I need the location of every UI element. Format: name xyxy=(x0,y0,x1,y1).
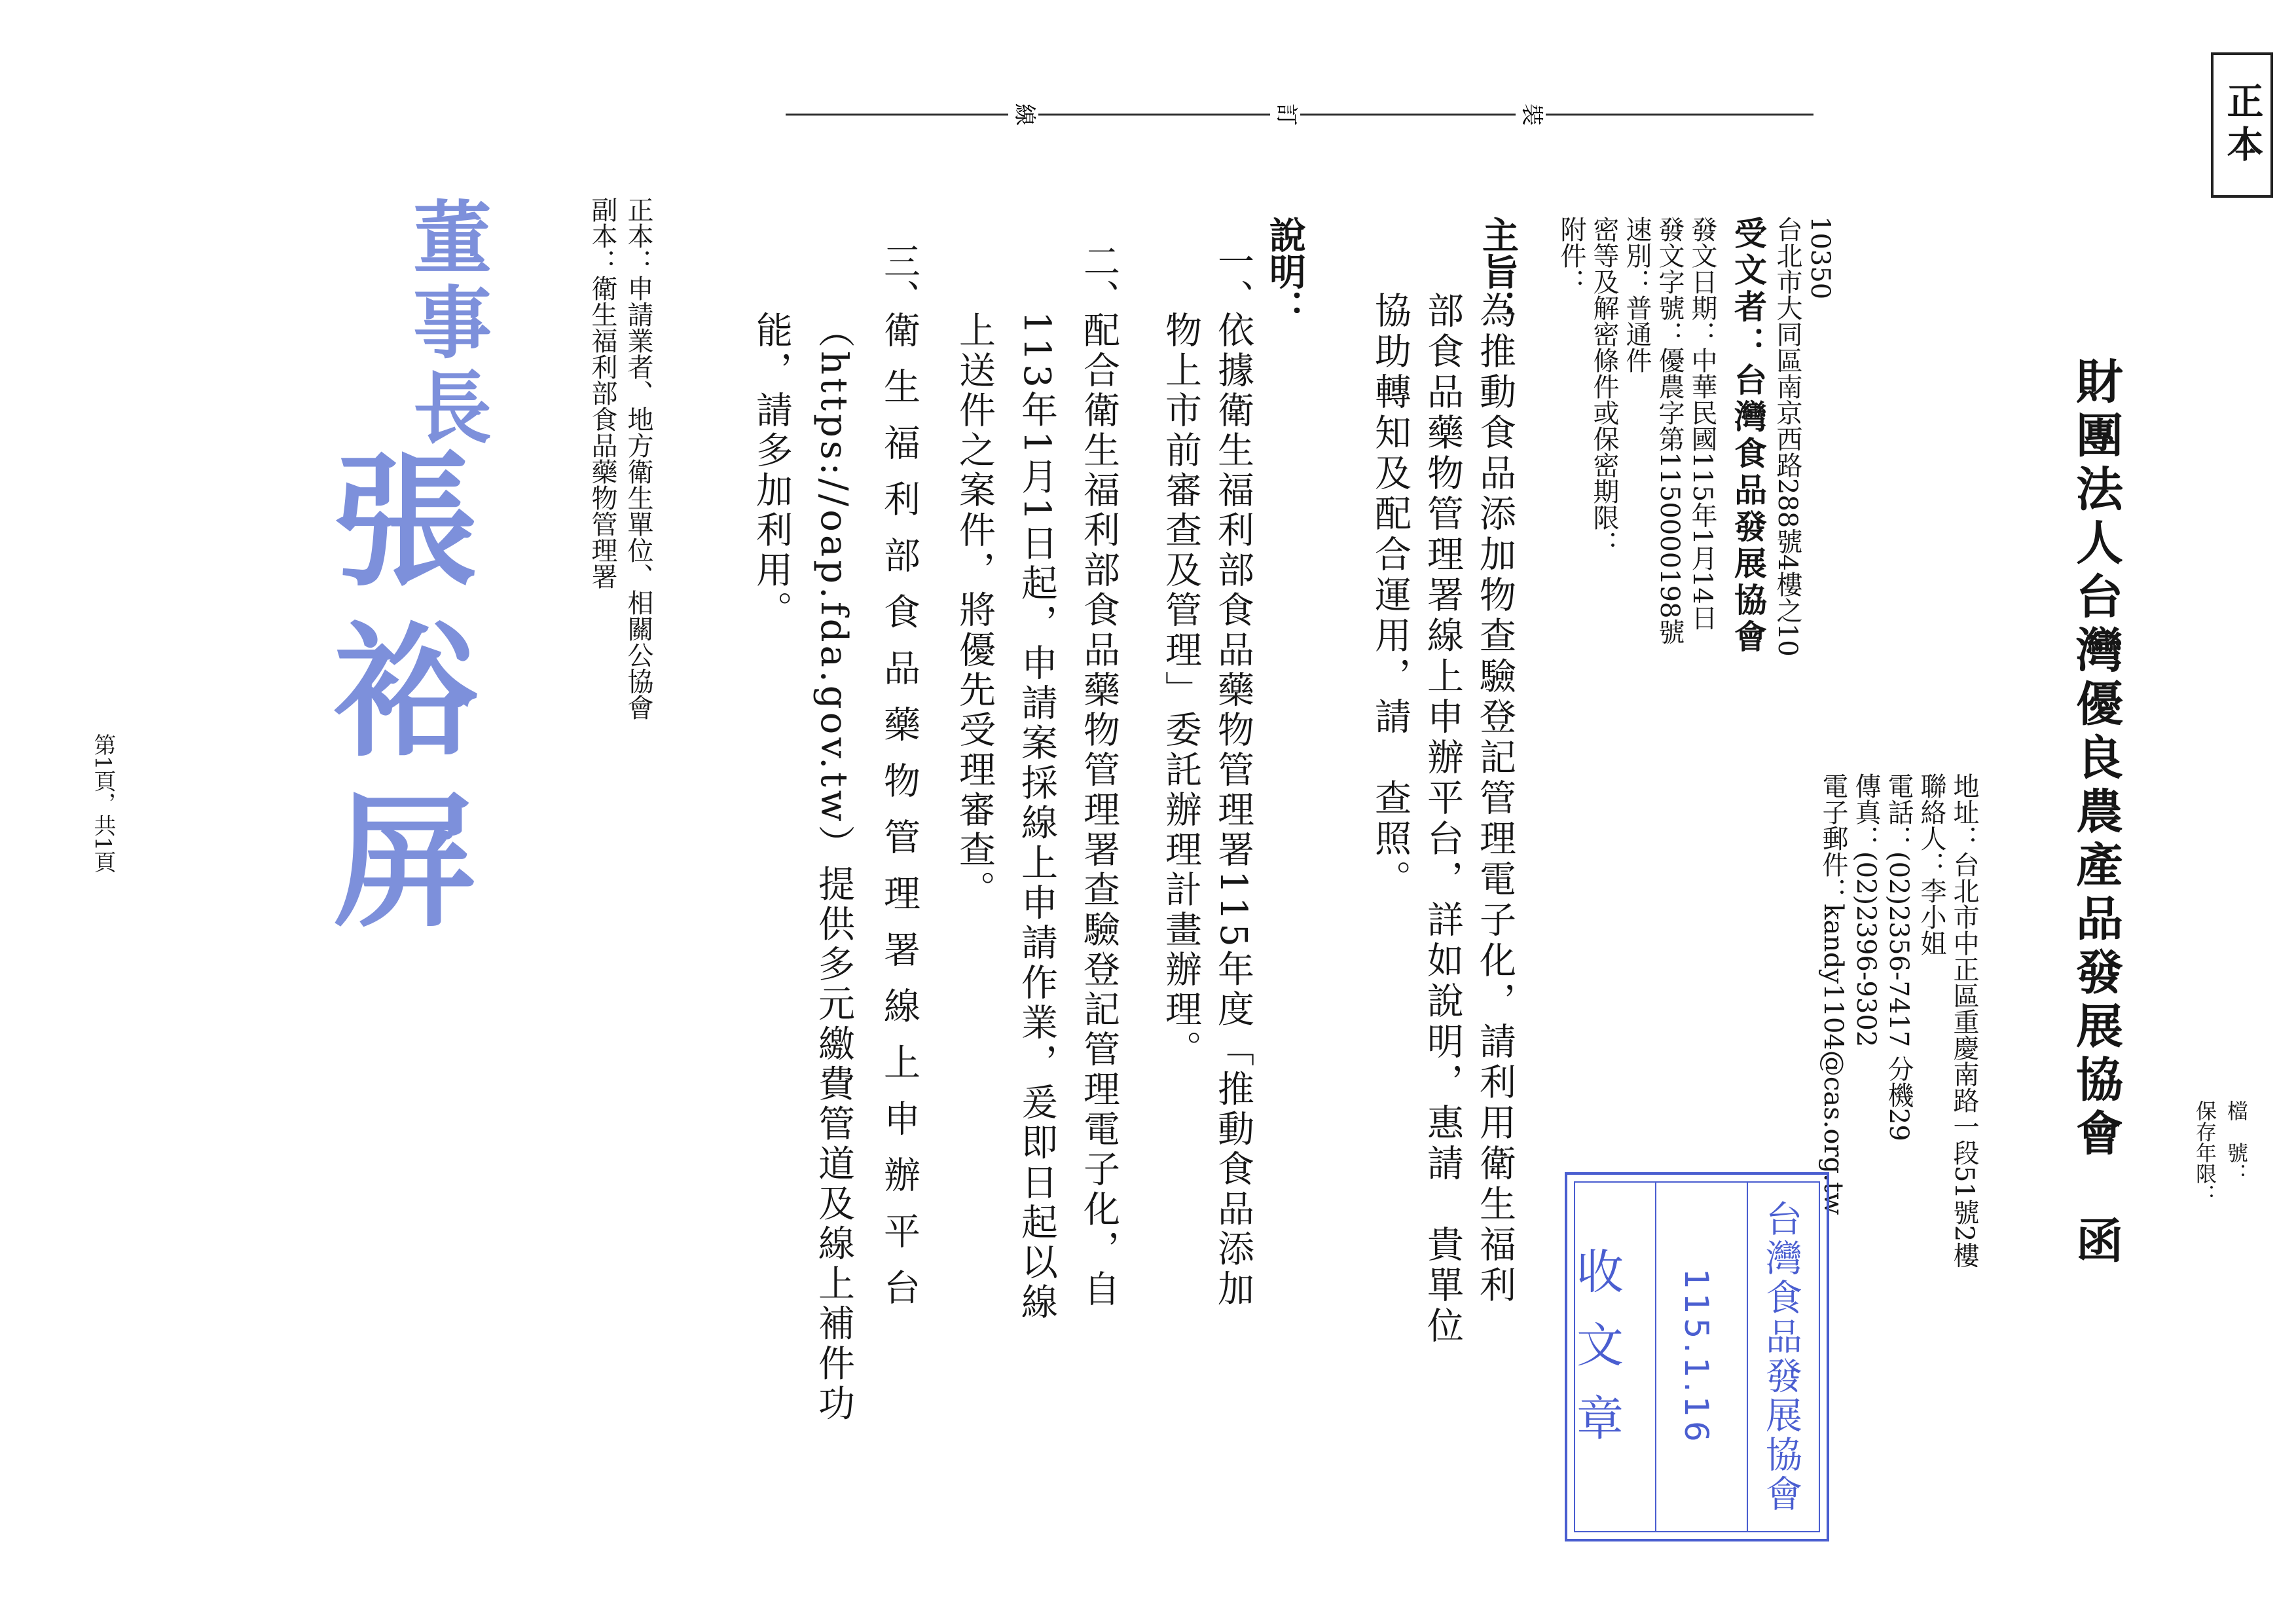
received-stamp xyxy=(1565,1172,1829,1541)
explanation-line: 衛生福利部食品藥物管理署線上申辦平台 xyxy=(878,311,920,1325)
distribution-copy: 副本：衛生福利部食品藥物管理署 xyxy=(587,196,617,589)
issue-date: 發文日期：中華民國115年1月14日 xyxy=(1687,216,1717,631)
organization-title: 財團法人台灣優良農產品發展協會 函 xyxy=(2068,357,2124,1270)
binding-line xyxy=(786,0,1820,157)
received-stamp-date: 115.1.16 xyxy=(1677,1268,1715,1446)
subject-line: 部食品藥物管理署線上申辦平台，詳如說明，惠請 貴單位 xyxy=(1421,291,1464,1347)
addressee: 受文者：台灣食品發展協會 xyxy=(1729,216,1768,656)
explanation-line: 上送件之案件，將優先受理審查。 xyxy=(953,311,996,910)
received-stamp-label: 收文章 xyxy=(1569,1247,1624,1467)
seal-name: 張裕屏 xyxy=(309,445,477,956)
postal-code: 10350 xyxy=(1805,216,1835,300)
file-no-label: 檔 號： xyxy=(2224,1100,2249,1184)
subject-label: 主旨： xyxy=(1476,216,1520,326)
explanation-label: 說明： xyxy=(1264,216,1307,326)
explanation-line: （https://oap.fda.gov.tw）提供多元繳費管道及線上補件功 xyxy=(812,311,855,1424)
speed-class: 速別：普通件 xyxy=(1622,216,1652,373)
document-number: 發文字號：優農字第1150000198號 xyxy=(1654,216,1685,645)
explanation-item-number: 三、 xyxy=(878,242,920,316)
secrecy-class: 密等及解密條件或保密期限： xyxy=(1589,216,1619,557)
binding-mark-zhuang: 裝 xyxy=(1518,103,1545,126)
received-stamp-org: 台灣食品發展協會 xyxy=(1760,1200,1802,1514)
copy-mark: 正本 xyxy=(2221,82,2264,168)
contact-phone: 電話：(02)2356-7417 分機29 xyxy=(1884,773,1914,1141)
contact-email: 電子郵件：kandy1104@cas.org.tw xyxy=(1818,773,1848,1215)
recipient-address: 台北市大同區南京西路288號4樓之10 xyxy=(1772,216,1802,657)
distribution-original: 正本：申請業者、地方衛生單位、相關公協會 xyxy=(623,196,653,720)
explanation-line: 依據衛生福利部食品藥物管理署115年度「推動食品添加 xyxy=(1212,311,1254,1310)
explanation-line: 113年1月1日起，申請案採線上申請作業，爰即日起以線 xyxy=(1015,311,1058,1323)
binding-mark-ding: 訂 xyxy=(1273,103,1300,126)
received-stamp-divider xyxy=(1747,1181,1748,1532)
retention-label: 保存年限： xyxy=(2193,1100,2217,1205)
chairman-seal xyxy=(308,170,504,956)
contact-person: 聯絡人：李小姐 xyxy=(1916,773,1946,956)
explanation-line: 物上市前審查及管理」委託辦理計畫辦理。 xyxy=(1159,311,1202,1070)
explanation-item-number: 一、 xyxy=(1212,242,1254,316)
explanation-item-number: 二、 xyxy=(1078,242,1120,316)
explanation-line: 配合衛生福利部食品藥物管理署查驗登記管理電子化，自 xyxy=(1078,311,1120,1310)
contact-address: 地址：台北市中正區重慶南路一段51號2樓 xyxy=(1949,773,1979,1268)
binding-mark-xian: 線 xyxy=(1011,103,1038,126)
contact-fax: 傳真：(02)2396-9302 xyxy=(1851,773,1881,1048)
subject-line: 協助轉知及配合運用，請 查照。 xyxy=(1369,291,1412,900)
seal-title: 董事長 xyxy=(400,196,491,452)
page-number: 第1頁，共1頁 xyxy=(90,733,116,874)
subject-line: 為推動食品添加物查驗登記管理電子化，請利用衛生福利 xyxy=(1474,291,1516,1306)
received-stamp-divider xyxy=(1655,1181,1656,1532)
attachments: 附件： xyxy=(1556,216,1586,295)
copy-mark-box xyxy=(2211,52,2273,198)
explanation-line: 能，請多加利用。 xyxy=(750,311,793,631)
